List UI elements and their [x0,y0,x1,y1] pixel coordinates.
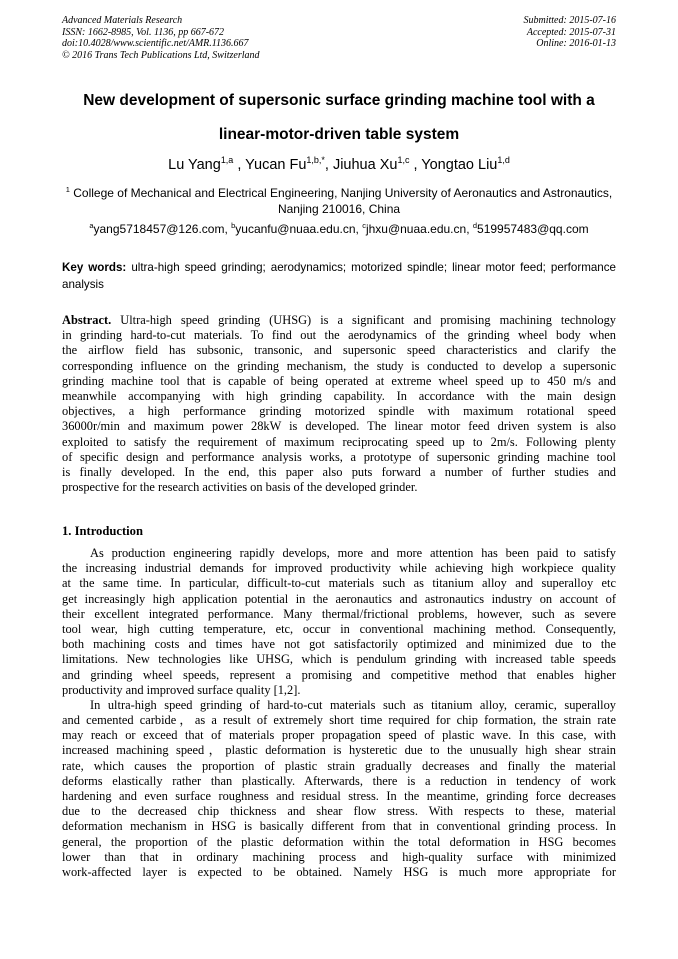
affiliation [62,186,616,217]
journal-header [62,15,260,61]
keywords-text: ultra-high speed grinding; aerodynamics; motorized spindle; linear motor feed; performance analysis [62,261,616,291]
body-line: In ultra-high speed grinding of hard-to-cut materials such as titanium alloy, ceramic, superalloy [90,697,616,712]
abstract-line: in grinding hard-to-cut materials. To find out the aerodynamics of the grinding wheel body when [62,328,616,343]
body-line: work-affected layer is expected to be obtained. Namely HSG is much more appropriate for [62,864,616,879]
author-separator: , [409,157,422,173]
body-line: hardening and even surface roughness and residual stress. In the meantime, grinding force decreases [62,789,616,803]
email-address: yang5718457@126.com [93,222,225,236]
author-affiliation-mark: 1,b,* [306,155,325,166]
body-line: increased machining speed，plastic deformation is hysteretic due to the unusually high shear strain [62,743,616,758]
introduction-body [62,546,616,880]
email-mark: a [89,221,94,230]
keywords [62,259,616,293]
journal-doi: doi:10.4028/www.scientific.net/AMR.1136.667 [62,38,249,49]
email-separator: , [355,222,363,236]
email-list [40,222,638,236]
abstract-line: corresponding influence on the grinding mechanism, the study is conducted to develop a supersonic [62,358,616,373]
journal-copyright: © 2016 Trans Tech Publications Ltd, Switzerland [62,49,260,61]
author-affiliation-mark: 1,c [397,155,410,166]
body-line: their excellent integrated performance. Many thermal/frictional problems, however, such as severe [62,606,616,621]
body-line: lower than that in ordinary machining process and high-quality surface with minimized [62,849,616,864]
email-mark: b [231,221,236,230]
journal-name: Advanced Materials Research [62,15,183,26]
body-line: deforms elastically rather than plastically. Afterwards, there is a reduction in tendency of work [62,773,616,788]
body-line: tool wear, high cutting temperature, etc, occur in conventional machining method. Consequently, [62,621,616,636]
body-line: and grinding wheel speeds, represent a promising and competitive method that enables higher [62,667,616,682]
author-name: Yucan Fu [245,157,307,173]
body-line: the increasing industrial demands for improved productivity while achieving high workpiece quality [62,561,616,576]
body-line: and cemented carbide，as a result of extremely short time required for chip formation, the strain rate [62,713,616,728]
abstract-line: is finally developed. In the end, this paper also puts forward a number of further studies and [62,464,616,479]
abstract-line: the airflow field has subsonic, transonic, and supersonic speed characteristics and clarify the [62,343,616,358]
author-name: Lu Yang [168,157,221,173]
email-separator: , [466,222,473,236]
body-line: As production engineering rapidly develops, more and more attention has been paid to satisfy [90,546,616,560]
author-affiliation-mark: 1,a [220,155,234,166]
body-line: rate, which causes the proportion of plastic strain gradually decreases and finally the material [62,758,616,773]
submitted-date: Submitted: 2015-07-16 [523,15,616,26]
abstract [62,313,616,495]
abstract-line: grinding machine tool that is capable of being operated at extreme wheel speed up to 450 m/s and [62,373,616,388]
email-mark: c [362,221,366,230]
paper-title-line-2: linear-motor-driven table system [218,126,460,143]
email-address: yucanfu@nuaa.edu.cn [235,222,356,236]
body-line: get increasingly high application potential in the aeronautics and astronautics industry on account of [62,591,616,606]
abstract-line: prospective for the research activities on basis of the developed grinder. [62,480,418,495]
affiliation-mark: 1 [65,185,70,194]
body-line: may reach or exceed that of materials proper propagation speed of plastic wave. In this case, with [62,728,616,743]
email-mark: d [472,221,478,230]
body-line: both machining costs and times have not got satisfactorily optimized and minimized due to the [62,637,616,652]
author-name: Jiuhua Xu [332,157,398,173]
email-address: 519957483@qq.com [477,222,589,236]
journal-issn: ISSN: 1662-8985, Vol. 1136, pp 667-672 [62,26,225,38]
body-line: deformation mechanism in HSG is basically different from that in conventional grinding process. In [62,819,616,834]
paper-title-line-1: New development of supersonic surface grinding machine tool with a [83,92,595,109]
author-name: Yongtao Liu [421,157,498,173]
abstract-line: 36000r/min and maximum power 28kW is developed. The linear motor feed driven system is also [62,419,616,434]
online-date: Online: 2016-01-13 [536,38,616,49]
affiliation-text: College of Mechanical and Electrical Engineering, Nanjing University of Aeronautics and Astronautics, Nanjing 210016, China [69,186,613,216]
body-line: due to the decreased chip thickness and shear flow stress. With respects to these, material [62,804,616,819]
section-heading: 1. Introduction [62,524,143,538]
abstract-label: Abstract. [62,313,112,327]
abstract-line: exploited to satisfy the requirement of maximum reciprocating speed up to 2m/s. Following plenty [62,434,616,449]
author-affiliation-mark: 1,d [497,155,510,166]
abstract-line: objectives, a high performance grinding motorized spindle with maximum rotational speed [62,404,616,419]
body-line: productivity and improved surface quality [1,2]. [62,682,301,697]
body-line: at the same time. In particular, difficult-to-cut materials such as titanium alloy and superalloy etc [62,576,616,591]
author-list [40,157,638,173]
keywords-label: Key words: [62,261,127,274]
body-line: general, the proportion of the plastic deformation within the total deformation in HSG becomes [62,834,616,849]
author-separator: , [233,157,246,173]
abstract-line: of specific design and performance analysis works, a prototype of supersonic grinding machine tool [62,449,616,464]
accepted-date: Accepted: 2015-07-31 [526,26,616,38]
author-separator: , [324,157,333,173]
abstract-line: meanwhile accompanying with high grinding capability. In accordance with the main design [62,388,616,403]
body-line: limitations. New technologies like UHSG, which is pendulum grinding with increased table speeds [62,652,616,667]
email-separator: , [224,222,232,236]
email-address: jhxu@nuaa.edu.cn [365,222,467,236]
dates-header [524,15,617,50]
abstract-line: Abstract. Ultra-high speed grinding (UHSG) is a significant and promising machining technology [62,313,616,327]
